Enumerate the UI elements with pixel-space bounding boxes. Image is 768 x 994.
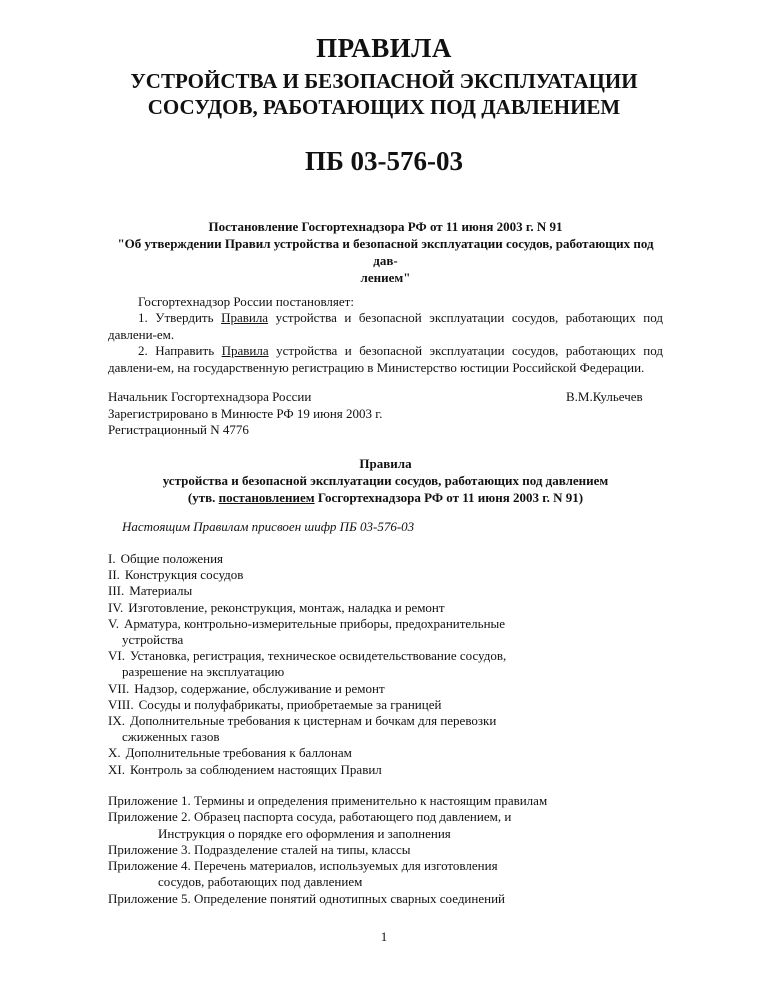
- decree-line3: лением": [360, 270, 411, 285]
- toc-item[interactable]: [108, 567, 560, 583]
- toc-number: I.: [108, 551, 116, 566]
- toc-number: II.: [108, 567, 120, 583]
- rules-link-1[interactable]: Правила: [221, 310, 269, 325]
- decree-line2: "Об утверждении Правил устройства и безопасной эксплуатации сосудов, работающих под дав-: [117, 236, 654, 268]
- appendix-text: Приложение 2. Образец паспорта сосуда, работающего под давлением, и: [108, 809, 512, 825]
- document-title: ПРАВИЛА: [316, 33, 452, 63]
- appendix-continuation: Инструкция о порядке его оформления и заполнения: [158, 825, 451, 841]
- appendix-text: Приложение 1. Термины и определения применительно к настоящим правилам: [108, 793, 548, 808]
- toc-number: XI.: [108, 761, 125, 777]
- document-subtitle-line1: УСТРОЙСТВА И БЕЗОПАСНОЙ ЭКСПЛУАТАЦИИ: [130, 69, 638, 93]
- decree-heading: [108, 218, 663, 286]
- item1-suffix: устройства и безопасной эксплуатации сосудов, работающих под давлени-ем.: [108, 310, 663, 342]
- document-code: ПБ 03-576-03: [304, 146, 464, 176]
- signatory-position: Начальник Госгортехнадзора России: [108, 389, 312, 404]
- toc-continuation: устройства: [122, 632, 184, 648]
- appendix-text: Приложение 3. Подразделение сталей на типы, классы: [108, 841, 411, 857]
- appendix-item[interactable]: [108, 858, 668, 891]
- code-note: Настоящим Правилам присвоен шифр ПБ 03-576-03: [122, 519, 415, 534]
- toc-item[interactable]: [108, 600, 560, 616]
- signature-block: [108, 389, 508, 439]
- decree-link[interactable]: постановлением: [218, 490, 315, 505]
- toc-text: Надзор, содержание, обслуживание и ремонт: [134, 680, 385, 696]
- appendix-list: [108, 793, 668, 907]
- toc-number: X.: [108, 745, 121, 761]
- toc-number: VII.: [108, 680, 130, 696]
- registration-date: Зарегистрировано в Минюсте РФ 19 июня 2003 г.: [108, 405, 383, 421]
- toc-text: Материалы: [129, 583, 193, 599]
- rules-link-2[interactable]: Правила: [221, 343, 269, 358]
- toc-continuation: сжиженных газов: [122, 729, 220, 745]
- rules-heading-line2: устройства и безопасной эксплуатации сосудов, работающих под давлением: [162, 473, 609, 488]
- rules-heading-suffix: Госгортехнадзора РФ от 11 июня 2003 г. N 91): [314, 490, 584, 505]
- decree-item-1: [108, 310, 663, 343]
- toc-item[interactable]: [108, 745, 560, 761]
- rules-heading-line1: Правила: [359, 456, 412, 471]
- toc-text: Дополнительные требования к цистернам и бочкам для перевозки: [129, 713, 497, 729]
- toc-text: Арматура, контрольно-измерительные приборы, предохранительные: [123, 615, 506, 631]
- registration-number: Регистрационный N 4776: [108, 422, 249, 437]
- appendix-item[interactable]: [108, 891, 668, 907]
- toc-text: Изготовление, реконструкция, монтаж, наладка и ремонт: [128, 599, 445, 615]
- appendix-text: Приложение 4. Перечень материалов, используемых для изготовления: [108, 858, 498, 874]
- item1-prefix: 1. Утвердить: [138, 310, 222, 325]
- toc-number: V.: [108, 615, 119, 631]
- decree-line1: Постановление Госгортехнадзора РФ от 11 июня 2003 г. N 91: [208, 219, 563, 234]
- toc-item[interactable]: [108, 551, 560, 567]
- toc-text: Конструкция сосудов: [124, 567, 244, 583]
- toc-text: Сосуды и полуфабрикаты, приобретаемые за границей: [138, 696, 442, 712]
- decree-item-2: [108, 343, 663, 376]
- page-number: 1: [380, 929, 388, 944]
- appendix-item[interactable]: [108, 809, 668, 842]
- appendix-text: Приложение 5. Определение понятий однотипных сварных соединений: [108, 890, 505, 906]
- toc-item[interactable]: [108, 762, 560, 778]
- decree-intro: Госгортехнадзор России постановляет:: [138, 294, 354, 309]
- toc-item[interactable]: [108, 648, 560, 680]
- appendix-item[interactable]: [108, 793, 668, 809]
- appendix-continuation: сосудов, работающих под давлением: [158, 874, 363, 890]
- table-of-contents: [108, 551, 560, 778]
- toc-number: VI.: [108, 648, 125, 664]
- toc-item[interactable]: [108, 681, 560, 697]
- toc-number: IV.: [108, 599, 124, 615]
- item2-suffix: устройства и безопасной эксплуатации сосудов, работающих под давлени-ем, на государственную регистрацию в Министерство юстиции Российской Федерации.: [108, 343, 663, 375]
- toc-text: Установка, регистрация, техническое освидетельствование сосудов,: [129, 648, 507, 664]
- toc-number: VIII.: [108, 696, 134, 712]
- toc-text: Контроль за соблюдением настоящих Правил: [129, 761, 382, 777]
- toc-item[interactable]: [108, 583, 560, 599]
- toc-item[interactable]: [108, 713, 560, 745]
- toc-item[interactable]: [108, 697, 560, 713]
- rules-heading-line3: [108, 489, 663, 506]
- toc-text: Общие положения: [120, 551, 224, 566]
- item2-prefix: 2. Направить: [138, 343, 222, 358]
- signatory-name: В.М.Кульечев: [566, 389, 643, 404]
- rules-heading-prefix: (утв.: [187, 490, 219, 505]
- toc-number: III.: [108, 583, 125, 599]
- toc-number: IX.: [108, 713, 125, 729]
- toc-text: Дополнительные требования к баллонам: [125, 745, 352, 761]
- toc-item[interactable]: [108, 616, 560, 648]
- toc-continuation: разрешение на эксплуатацию: [122, 664, 285, 680]
- rules-heading: [108, 455, 663, 506]
- appendix-item[interactable]: [108, 842, 668, 858]
- document-subtitle-line2: СОСУДОВ, РАБОТАЮЩИХ ПОД ДАВЛЕНИЕМ: [147, 95, 621, 119]
